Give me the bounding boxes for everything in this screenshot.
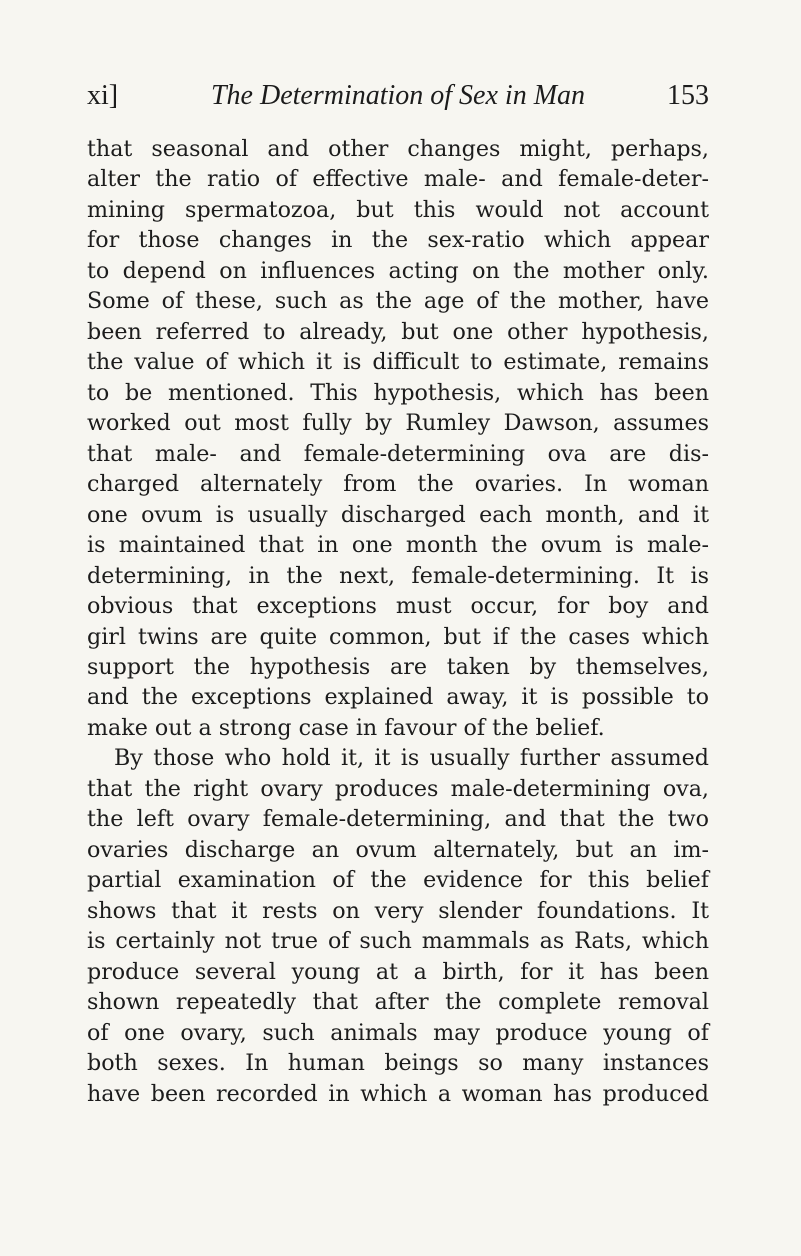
text-line: been referred to already, but one other hypothesis, [87,318,709,345]
text-line: shown repeatedly that after the complete removal [87,989,709,1016]
running-title: The Determination of Sex in Man [210,80,586,111]
text-line: charged alternately from the ovaries. In woman [87,471,709,498]
text-line: the left ovary female-determining, and that the two [87,806,709,833]
text-line: both sexes. In human beings so many instances [87,1050,709,1077]
text-line: that the right ovary produces male-determining ova, [87,775,709,802]
text-line: girl twins are quite common, but if the cases which [87,623,709,650]
text-line: to depend on influences acting on the mother only. [87,257,709,284]
text-line: the value of which it is difficult to estimate, remains [87,349,709,376]
running-head [87,76,709,116]
text-line: one ovum is usually discharged each month, and it [87,501,709,528]
text-line: is maintained that in one month the ovum is male- [87,532,709,559]
chapter-number: xi] [87,80,119,111]
page-number: 153 [667,80,709,111]
text-line: of one ovary, such animals may produce young of [87,1019,709,1046]
text-line: mining spermatozoa, but this would not account [87,196,709,223]
text-line: have been recorded in which a woman has produced [87,1080,709,1107]
text-line: obvious that exceptions must occur, for boy and [87,593,709,620]
paragraph-end-line: make out a strong case in favour of the belief. [87,714,605,741]
text-line: and the exceptions explained away, it is possible to [87,684,709,711]
text-line: support the hypothesis are taken by themselves, [87,653,709,680]
body-text [87,134,709,1109]
text-line: worked out most fully by Rumley Dawson, assumes [87,410,709,437]
text-line: ovaries discharge an ovum alternately, but an im- [87,836,709,863]
text-line: alter the ratio of effective male- and female-deter- [87,166,709,193]
text-line: Some of these, such as the age of the mother, have [87,288,709,315]
text-line: to be mentioned. This hypothesis, which has been [87,379,709,406]
paragraph-start-line: By those who hold it, it is usually further assumed [114,745,709,772]
text-line: for those changes in the sex-ratio which appear [87,227,709,254]
text-line: determining, in the next, female-determining. It is [87,562,709,589]
text-line: is certainly not true of such mammals as Rats, which [87,928,709,955]
text-line: that seasonal and other changes might, perhaps, [87,136,709,162]
text-line: produce several young at a birth, for it has been [87,958,709,985]
text-line: shows that it rests on very slender foundations. It [87,897,709,924]
text-line: that male- and female-determining ova are dis- [87,440,709,467]
text-line: partial examination of the evidence for this belief [87,867,709,894]
